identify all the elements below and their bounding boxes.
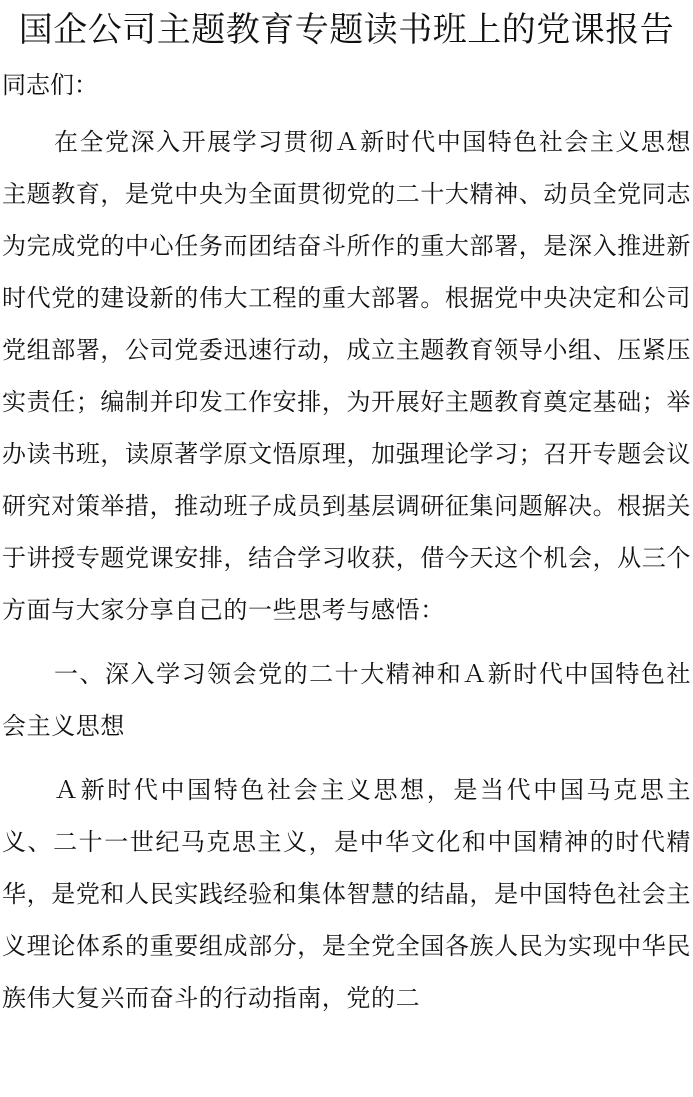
salutation: 同志们： [2,71,98,99]
paragraph-section-one: Ａ新时代中国特色社会主义思想，是当代中国马克思主义、二十一世纪马克思主义，是中华文化和中国精神的时代精华，是党和人民实践经验和集体智慧的结晶，是中国特色社会主义理论体系的重要组成部分，是全党全国各族人民为实现中华民族伟大复兴而奋斗的行动指南，党的二 [2,776,691,1012]
document-title: 国企公司主题教育专题读书班上的党课报告 [18,10,675,50]
section-heading-one: 一、深入学习领会党的二十大精神和Ａ新时代中国特色社会主义思想 [2,660,691,740]
paragraph-intro: 在全党深入开展学习贯彻Ａ新时代中国特色社会主义思想主题教育，是党中央为全面贯彻党的二十大精神、动员全党同志为完成党的中心任务而团结奋斗所作的重大部署，是深入推进新时代党的建设新的伟大工程的重大部署。根据党中央决定和公司党组部署，公司党委迅速行动，成立主题教育领导小组、压紧压实责任；编制并印发工作安排，为开展好主题教育奠定基础；举办读书班，读原著学原文悟原理，加强理论学习；召开专题会议研究对策举措，推动班子成员到基层调研征集问题解决。根据关于讲授专题党课安排，结合学习收获，借今天这个机会，从三个方面与大家分享自己的一些思考与感悟： [2,128,691,624]
